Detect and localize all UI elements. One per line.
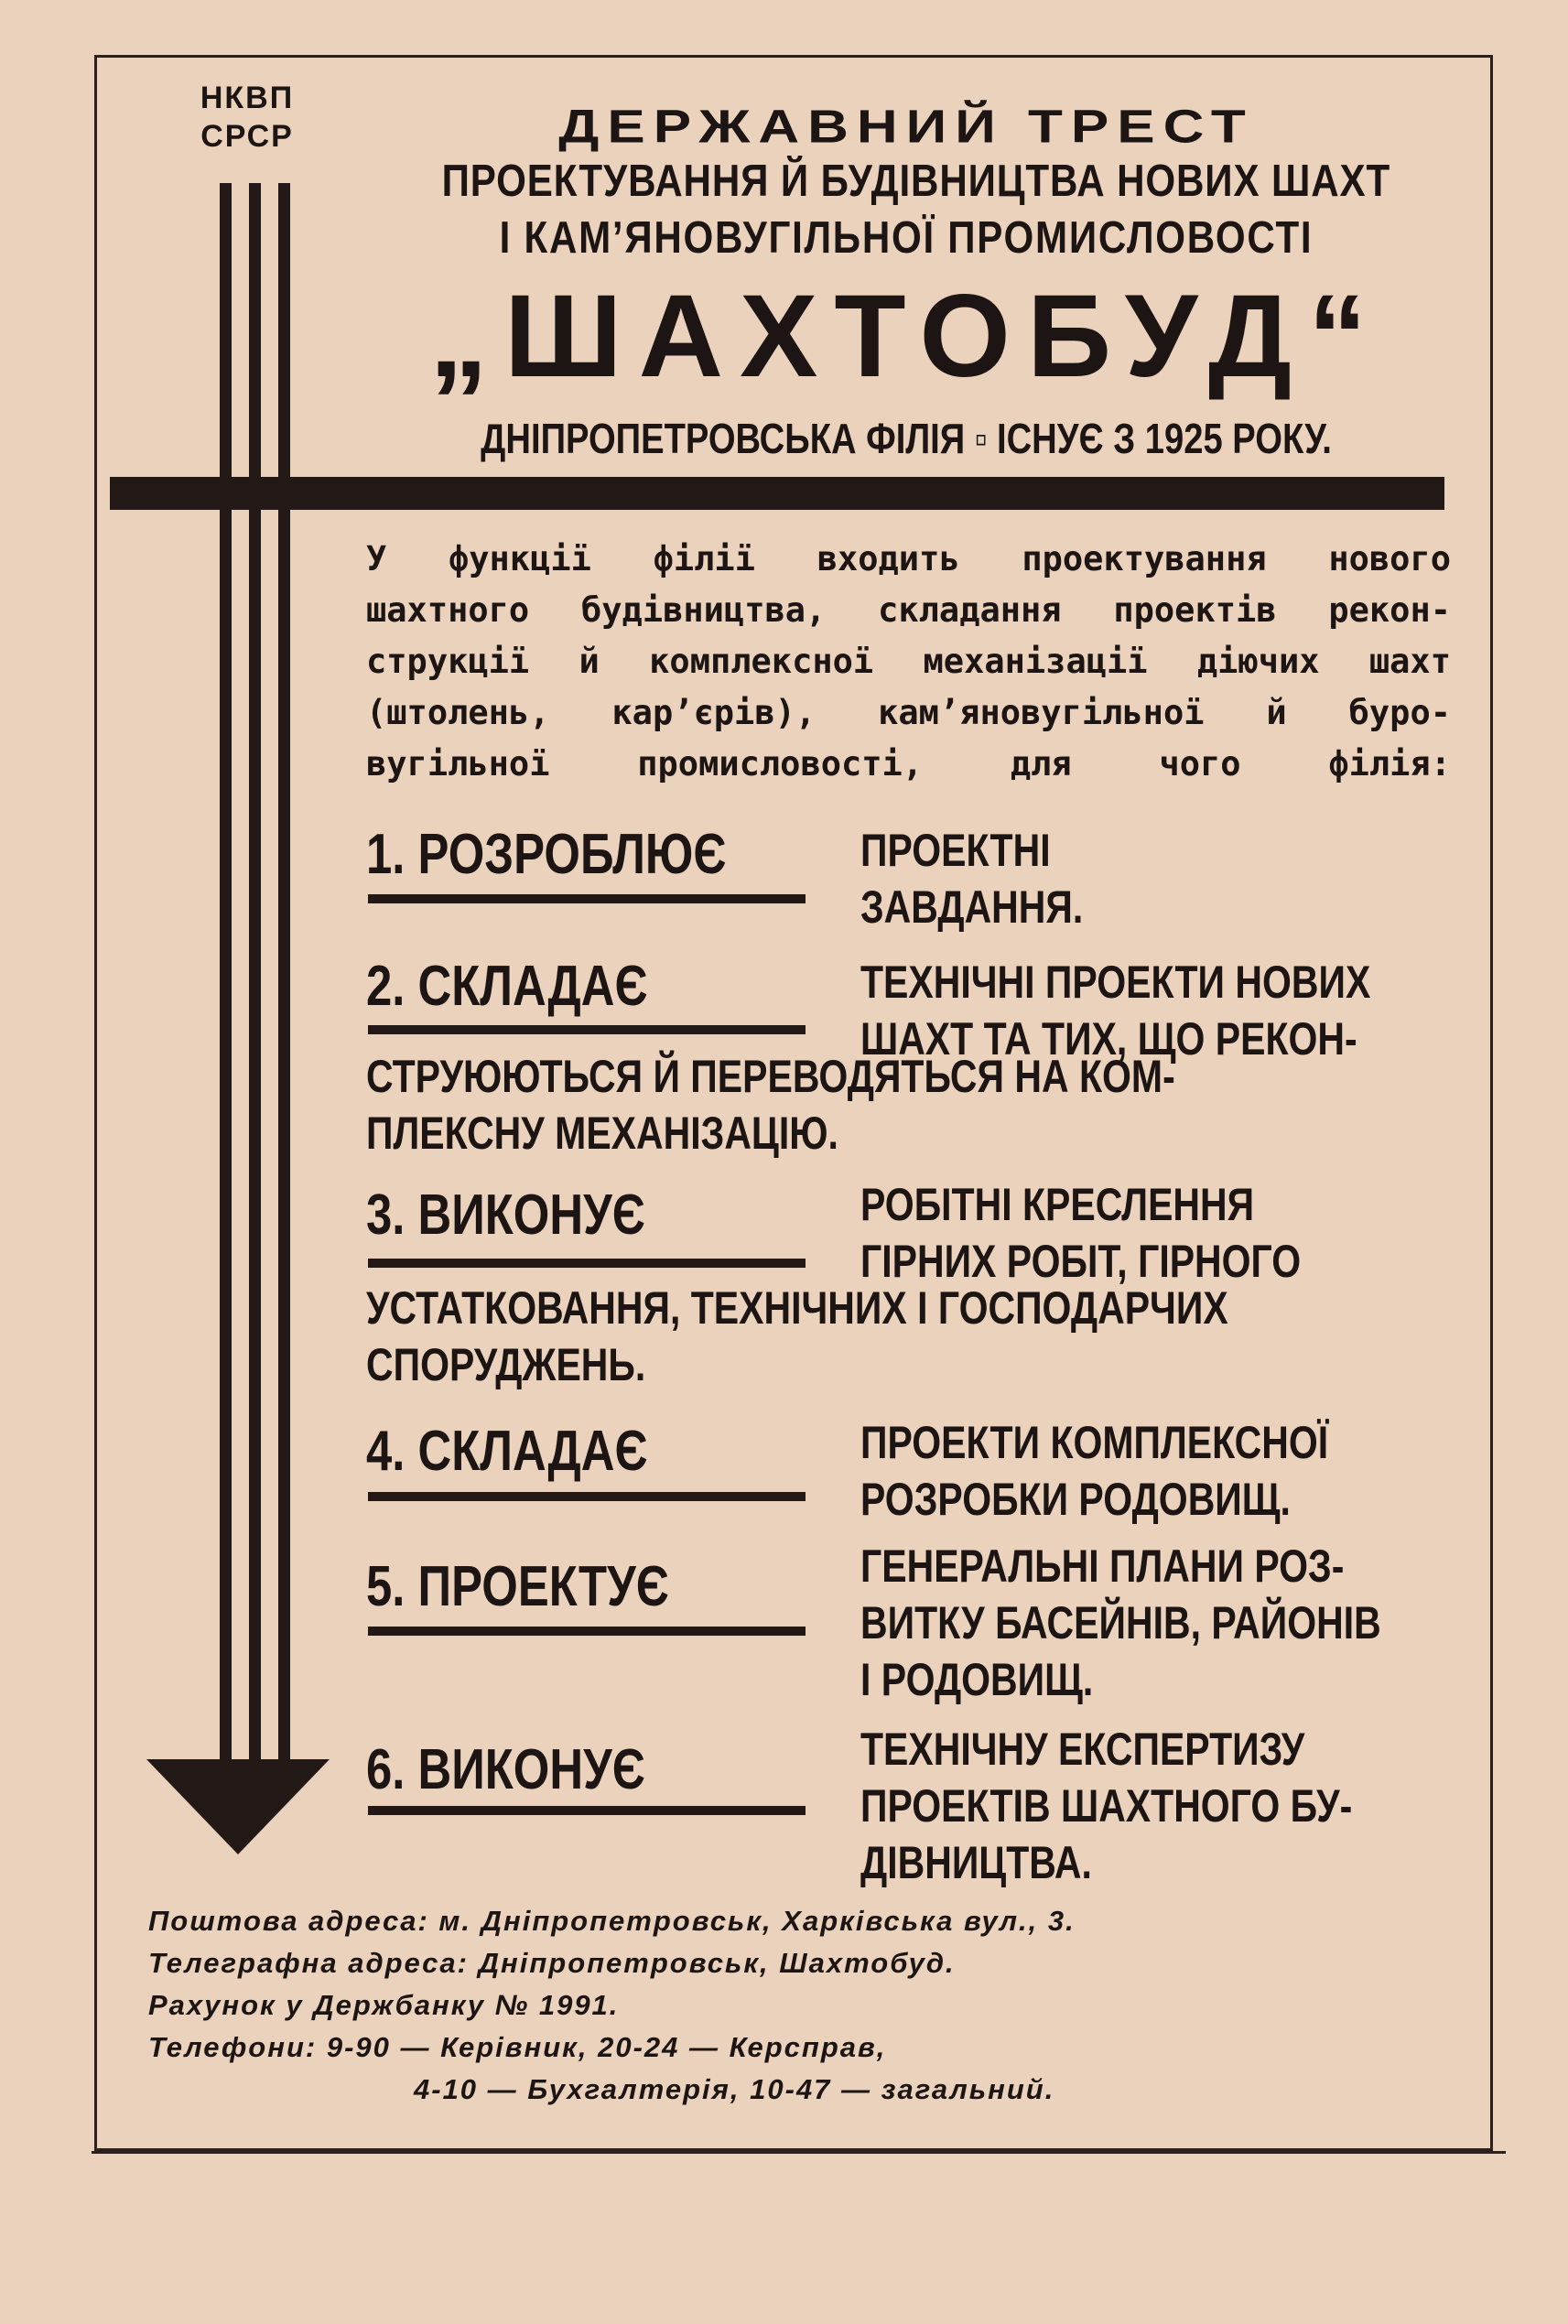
item-2-line: СТРУЮЮТЬСЯ Й ПЕРЕВОДЯТЬСЯ НА КОМ-: [366, 1051, 1175, 1102]
item-6-title: 6. ВИКОНУЄ: [366, 1738, 645, 1801]
intro-paragraph: [366, 534, 1451, 790]
org-label: [188, 79, 307, 156]
company-name: „ШАХТОБУД“: [428, 271, 1384, 402]
item-1-line: ПРОЕКТНІ: [860, 825, 1051, 876]
item-2-line: ШАХТ ТА ТИХ, ЩО РЕКОН-: [860, 1013, 1357, 1065]
item-2-title: 2. СКЛАДАЄ: [366, 955, 648, 1018]
item-5-line: ГЕНЕРАЛЬНІ ПЛАНИ РОЗ-: [860, 1540, 1345, 1592]
bank-account: Рахунок у Держбанку № 1991.: [148, 1989, 620, 2021]
item-5-line: ВИТКУ БАСЕЙНІВ, РАЙОНІВ: [860, 1597, 1381, 1648]
item-3-text: [860, 1176, 1356, 1290]
item-1-text: [860, 822, 1356, 935]
org-line-1: НКВП: [200, 81, 295, 115]
item-3-continuation: [366, 1280, 1447, 1393]
item-2-line: ПЛЕКСНУ МЕХАНІЗАЦІЮ.: [366, 1108, 838, 1159]
item-3-line: РОБІТНІ КРЕСЛЕННЯ: [860, 1179, 1255, 1230]
item-1-underline: [368, 894, 806, 903]
intro-line: струкції й комплексної механізації діючих шахт: [366, 642, 1451, 681]
item-4-line: ПРОЕКТИ КОМПЛЕКСНОЇ: [860, 1417, 1329, 1468]
contact-footer: [148, 1900, 1485, 2111]
telegraph-address: Телеграфна адреса: Дніпропетровськ, Шахтобуд.: [148, 1947, 956, 1979]
phones-line-2: 4-10 — Бухгалтерія, 10-47 — загальний.: [414, 2073, 1055, 2105]
item-2-continuation: [366, 1048, 1447, 1162]
item-6-line: ТЕХНІЧНУ ЕКСПЕРТИЗУ: [860, 1724, 1305, 1775]
item-2-underline: [368, 1025, 806, 1034]
header-line-2: ПРОЕКТУВАННЯ Й БУДІВНИЦТВА НОВИХ ШАХТ: [441, 157, 1391, 206]
header-divider: [110, 477, 1444, 510]
item-4-text: [860, 1414, 1356, 1528]
postal-address: Поштова адреса: м. Дніпропетровськ, Харківська вул., 3.: [148, 1905, 1076, 1937]
item-3-line: СПОРУДЖЕНЬ.: [366, 1339, 646, 1390]
item-4-underline: [368, 1492, 806, 1501]
phones-line-1: Телефони: 9-90 — Керівник, 20-24 — Керсправ,: [148, 2031, 887, 2063]
intro-line: (штолень, кар’єрів), кам’яновугільної й буро-: [366, 693, 1451, 732]
item-2-line: ТЕХНІЧНІ ПРОЕКТИ НОВИХ: [860, 957, 1371, 1008]
header-line-1: ДЕРЖАВНИЙ ТРЕСТ: [558, 101, 1254, 153]
item-6-line: ПРОЕКТІВ ШАХТНОГО БУ-: [860, 1780, 1353, 1832]
item-5-title: 5. ПРОЕКТУЄ: [366, 1555, 669, 1618]
item-4-title: 4. СКЛАДАЄ: [366, 1420, 648, 1483]
item-6-text: [860, 1721, 1356, 1891]
intro-line: вугільної промисловості, для чого філія:: [366, 744, 1451, 784]
arrow-head-icon: [146, 1759, 330, 1854]
item-5-underline: [368, 1627, 806, 1636]
intro-line: У функції філії входить проектування нового: [366, 539, 1451, 578]
org-line-2: СРСР: [200, 119, 294, 154]
arrow-shaft-left: [220, 183, 232, 1762]
item-6-underline: [368, 1806, 806, 1815]
arrow-shaft-middle: [249, 183, 261, 1762]
item-1-line: ЗАВДАННЯ.: [860, 881, 1084, 933]
branch-line: ДНІПРОПЕТРОВСЬКА ФІЛІЯ ▫ ІСНУЄ З 1925 РОКУ.: [481, 415, 1332, 462]
item-3-title: 3. ВИКОНУЄ: [366, 1184, 645, 1247]
item-3-line: ГІРНИХ РОБІТ, ГІРНОГО: [860, 1236, 1302, 1287]
item-1-title: 1. РОЗРОБЛЮЄ: [366, 823, 727, 886]
arrow-shaft-right: [278, 183, 290, 1762]
item-3-underline: [368, 1259, 806, 1268]
item-4-line: РОЗРОБКИ РОДОВИЩ.: [860, 1474, 1291, 1525]
item-5-text: [860, 1538, 1381, 1708]
bottom-rule: [92, 2151, 1506, 2154]
item-6-line: ДІВНИЦТВА.: [860, 1837, 1092, 1888]
item-5-line: І РОДОВИЩ.: [860, 1654, 1094, 1705]
intro-line: шахтного будівництва, складання проектів рекон-: [366, 590, 1451, 630]
header-line-3: І КАМ’ЯНОВУГІЛЬНОЇ ПРОМИСЛОВОСТІ: [499, 213, 1314, 263]
item-3-line: УСТАТКОВАННЯ, ТЕХНІЧНИХ І ГОСПОДАРЧИХ: [366, 1282, 1228, 1334]
